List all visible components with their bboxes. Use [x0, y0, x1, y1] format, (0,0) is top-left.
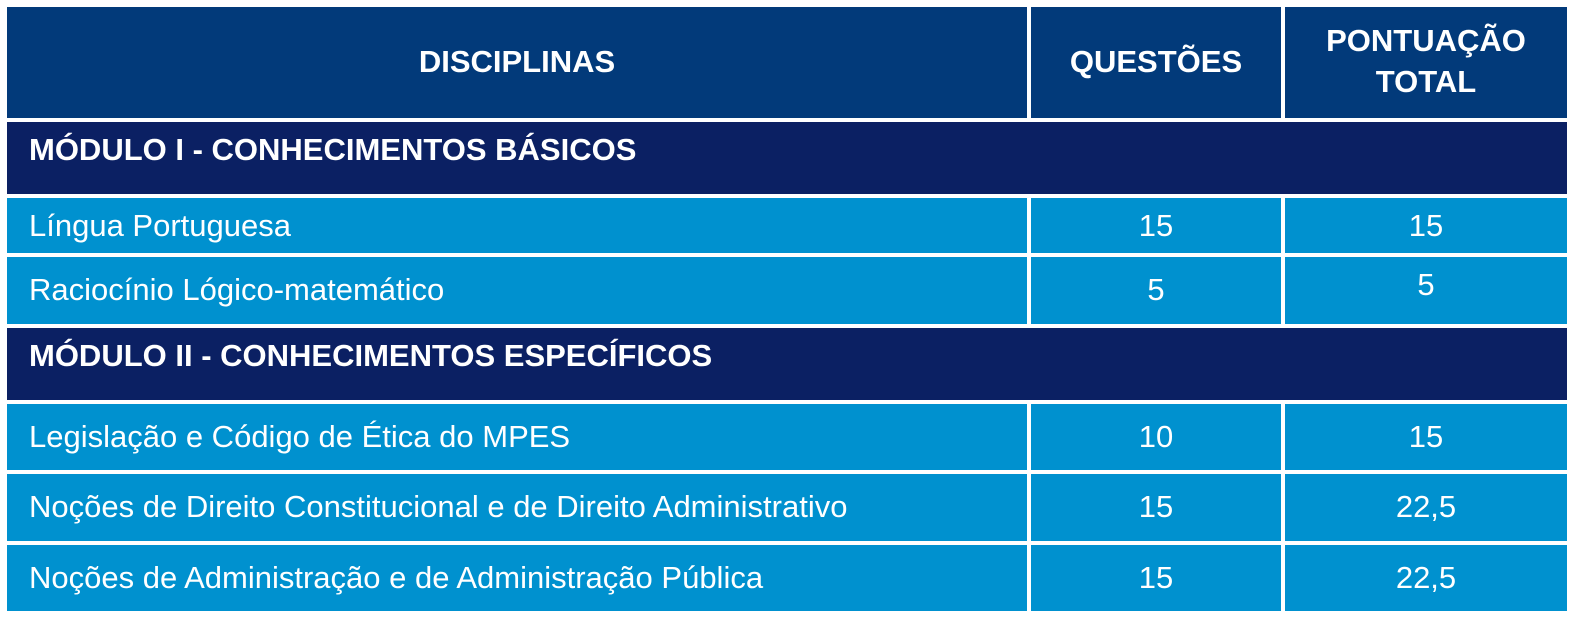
questoes-cell: 15 — [1031, 474, 1281, 540]
questoes-cell: 5 — [1031, 257, 1281, 323]
header-total: TOTAL — [1375, 64, 1477, 100]
questoes-cell: 15 — [1031, 545, 1281, 611]
table-row — [7, 404, 1567, 470]
module-row — [7, 328, 1567, 400]
pontuacao-cell: 22,5 — [1285, 545, 1567, 611]
subject-cell: Língua Portuguesa — [7, 198, 1027, 253]
header-disciplinas: DISCIPLINAS — [7, 7, 1027, 118]
table-row — [7, 257, 1567, 323]
questoes-cell: 10 — [1031, 404, 1281, 470]
questoes-cell: 15 — [1031, 198, 1281, 253]
module-title: MÓDULO I - CONHECIMENTOS BÁSICOS — [7, 122, 1567, 194]
table-header-row — [7, 7, 1567, 118]
module-title: MÓDULO II - CONHECIMENTOS ESPECÍFICOS — [7, 328, 1567, 400]
header-pontuacao-total — [1285, 7, 1567, 118]
table-row — [7, 474, 1567, 540]
exam-table-container — [3, 3, 1567, 615]
header-questoes: QUESTÕES — [1031, 7, 1281, 118]
pontuacao-cell: 5 — [1285, 257, 1567, 323]
table-row — [7, 198, 1567, 253]
pontuacao-cell: 15 — [1285, 404, 1567, 470]
pontuacao-cell: 15 — [1285, 198, 1567, 253]
subject-cell: Noções de Direito Constitucional e de Direito Administrativo — [7, 474, 1027, 540]
exam-table — [3, 3, 1571, 615]
module-row — [7, 122, 1567, 194]
subject-cell: Raciocínio Lógico-matemático — [7, 257, 1027, 323]
table-row — [7, 545, 1567, 611]
subject-cell: Noções de Administração e de Administração Pública — [7, 545, 1027, 611]
header-pontuacao: PONTUAÇÃO — [1326, 23, 1526, 59]
pontuacao-cell: 22,5 — [1285, 474, 1567, 540]
subject-cell: Legislação e Código de Ética do MPES — [7, 404, 1027, 470]
